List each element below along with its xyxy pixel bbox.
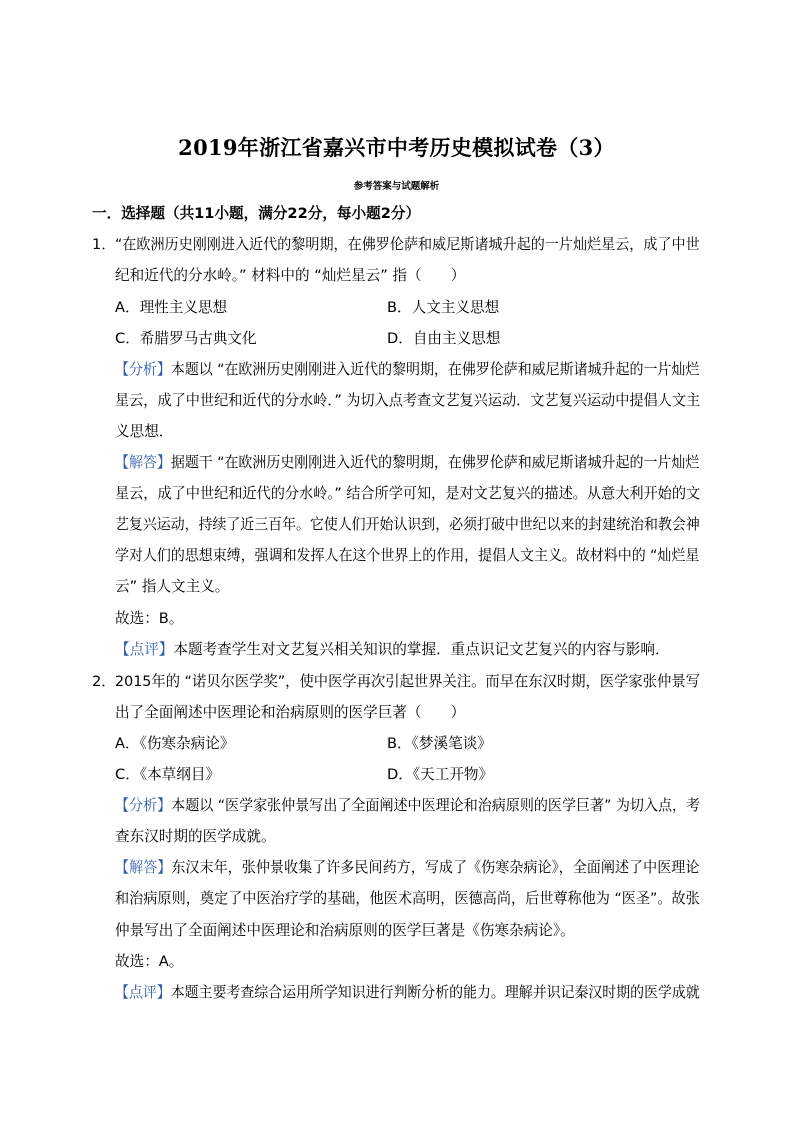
q2-option-a: A．《伤寒杂病论》	[115, 735, 235, 752]
q2-comment-line	[115, 983, 700, 1003]
q2-number: 2．	[92, 673, 116, 690]
q1-solution-line: 星云，成了中世纪和近代的分水岭。” 结合所学可知，是对文艺复兴的描述。从意大利开始的文	[115, 485, 701, 502]
solution-text: 据题干 “在欧洲历史刚刚进入近代的黎明期，在佛罗伦萨和威尼斯诸城升起的一片灿烂	[170, 454, 700, 471]
q2-solution-line: 仲景写出了全面阐述中医理论和治病原则的医学巨著是《伤寒杂病论》。	[115, 922, 575, 939]
q2-solution-line: 和治病原则，奠定了中医治疗学的基础，他医术高明，医德高尚，后世尊称他为 “医圣”。故张	[115, 890, 700, 907]
section-heading: 一．选择题（共11小题，满分22分，每小题2分）	[92, 205, 421, 222]
q1-number: 1．	[92, 236, 116, 253]
solution-tag: 【解答】	[115, 454, 171, 471]
comment-text: 本题主要考查综合运用所学知识进行判断分析的能力。理解并识记秦汉时期的医学成就	[170, 984, 700, 1001]
q1-option-d: D．自由主义思想	[387, 330, 501, 347]
q2-solution-line	[115, 858, 699, 878]
comment-tag: 【点评】	[115, 641, 174, 658]
analysis-tag: 【分析】	[115, 797, 172, 814]
analysis-text: 本题以 “医学家张仲景写出了全面阐述中医理论和治病原则的医学巨著” 为切入点，考	[171, 797, 701, 814]
q2-option-d: D．《天工开物》	[387, 766, 494, 783]
q2-stem-line: 2015年的 “诺贝尔医学奖”，使中医学再次引起世界关注。而早在东汉时期，医学家张仲景写	[115, 673, 700, 690]
q1-stem-line: 纪和近代的分水岭。” 材料中的 “灿烂星云” 指（ ）	[115, 267, 466, 284]
q2-option-c: C．《本草纲目》	[115, 766, 221, 783]
q2-option-b: B．《梦溪笔谈》	[387, 735, 492, 752]
q1-answer: 故选：B。	[115, 610, 184, 627]
page-title: 2019年浙江省嘉兴市中考历史模拟试卷（3）	[178, 135, 615, 160]
page-subtitle: 参考答案与试题解析	[353, 181, 440, 192]
q1-option-b: B．人文主义思想	[387, 299, 500, 316]
comment-text: 本题考查学生对文艺复兴相关知识的掌握．重点识记文艺复兴的内容与影响．	[173, 641, 670, 658]
solution-text: 东汉末年，张仲景收集了许多民间药方，写成了《伤寒杂病论》，全面阐述了中医理论	[171, 859, 700, 876]
q1-analysis-line	[115, 360, 699, 380]
analysis-text: 本题以 “在欧洲历史刚刚进入近代的黎明期，在佛罗伦萨和威尼斯诸城升起的一片灿烂	[170, 361, 700, 378]
q2-answer: 故选：A。	[115, 953, 184, 970]
q1-stem-line: “在欧洲历史刚刚进入近代的黎明期，在佛罗伦萨和威尼斯诸城升起的一片灿烂星云，成了中世	[115, 236, 700, 253]
q1-analysis-line: 义思想．	[115, 423, 174, 440]
q1-solution-line: 艺复兴运动，持续了近三百年。它使人们开始认识到，必须打破中世纪以来的封建统治和教会神	[115, 516, 700, 533]
analysis-tag: 【分析】	[115, 361, 171, 378]
q1-solution-line: 学对人们的思想束缚，强调和发挥人在这个世界上的作用，提倡人文主义。故材料中的 “灿烂星	[115, 547, 700, 564]
q1-solution-line: 云” 指人文主义。	[115, 578, 230, 595]
solution-tag: 【解答】	[115, 859, 172, 876]
q2-analysis-line: 查东汉时期的医学成就。	[115, 828, 276, 845]
q1-option-c: C．希腊罗马古典文化	[115, 330, 257, 347]
q2-stem-line: 出了全面阐述中医理论和治病原则的医学巨著（ ）	[115, 704, 466, 721]
comment-tag: 【点评】	[115, 984, 171, 1001]
q1-solution-line	[115, 453, 699, 473]
q1-comment-line	[115, 640, 670, 660]
q1-analysis-line: 星云，成了中世纪和近代的分水岭．” 为切入点考查文艺复兴运动．文艺复兴运动中提倡人文主	[115, 392, 701, 409]
q2-analysis-line	[115, 796, 700, 816]
q1-option-a: A．理性主义思想	[115, 299, 228, 316]
